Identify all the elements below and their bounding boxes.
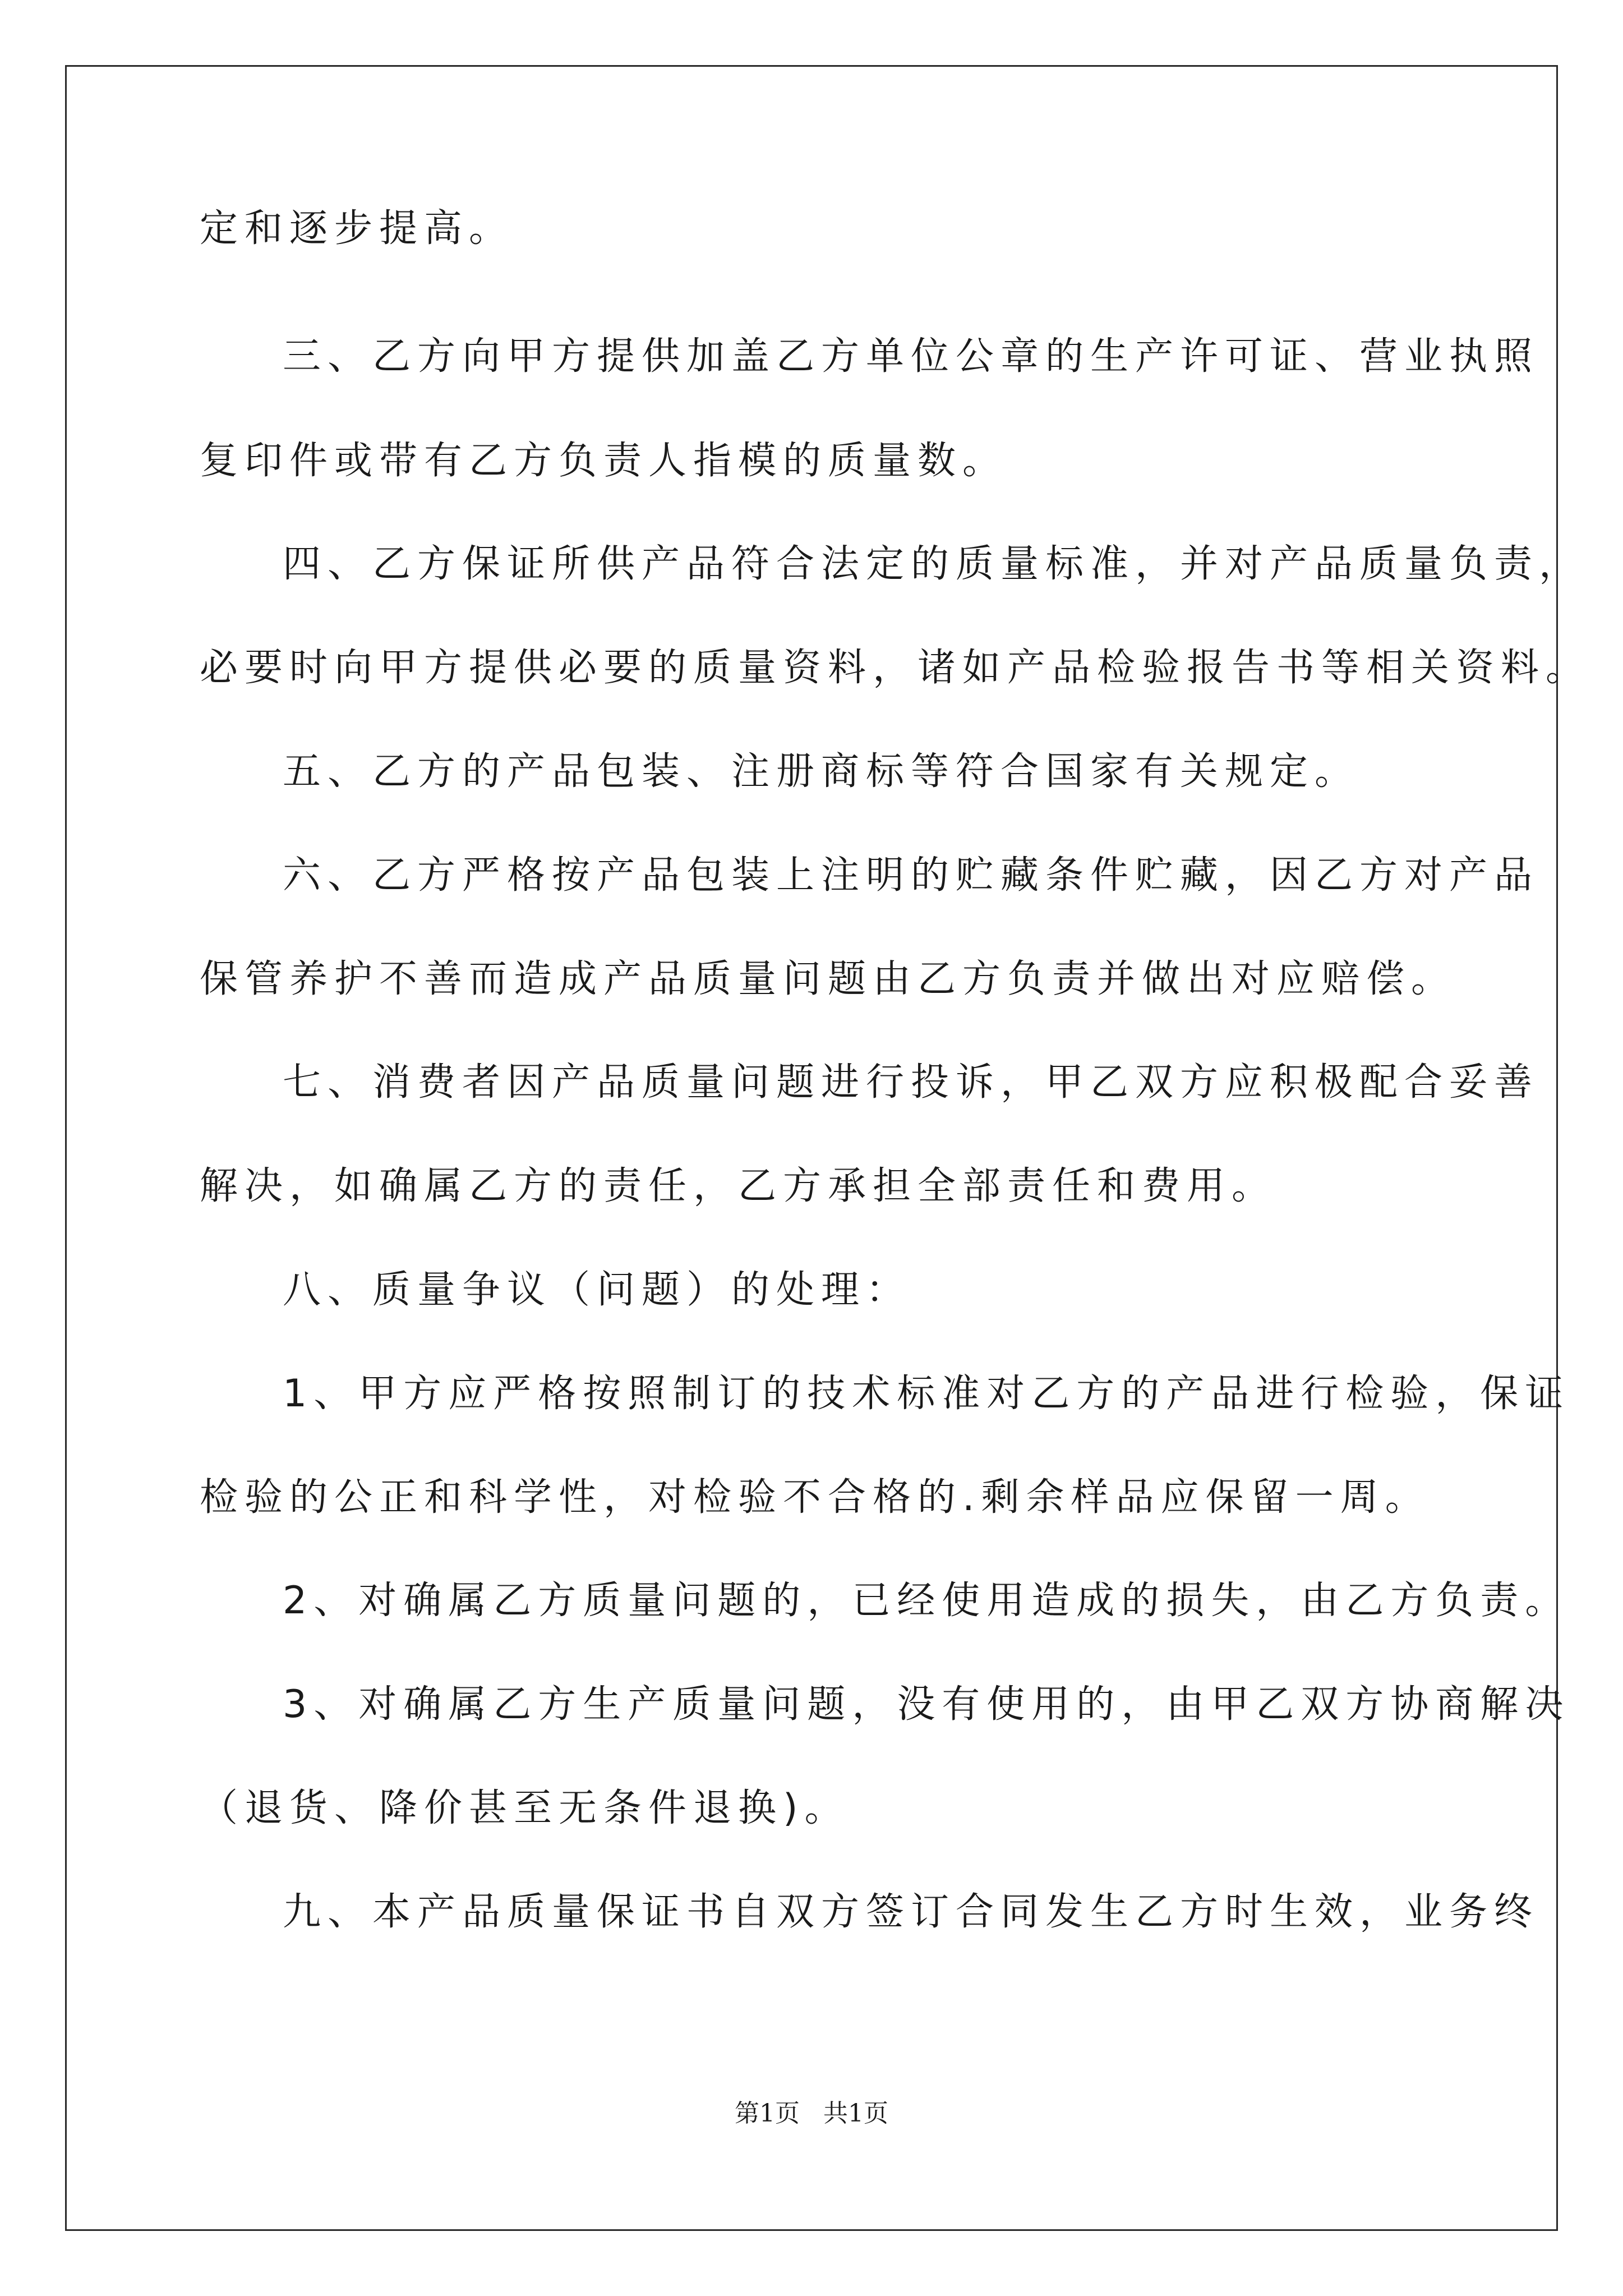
text-line: 检验的公正和科学性，对检验不合格的.剩余样品应保留一周。 — [200, 1475, 1430, 1520]
text-line: 定和逐步提高。 — [200, 206, 514, 251]
text-line: 解决，如确属乙方的责任，乙方承担全部责任和费用。 — [200, 1164, 1277, 1208]
text-line: 1、甲方应严格按照制订的技术标准对乙方的产品进行检验，保证 — [283, 1372, 1570, 1416]
text-line: 四、乙方保证所供产品符合法定的质量标准，并对产品质量负责， — [283, 542, 1584, 586]
text-line: 保管养护不善而造成产品质量问题由乙方负责并做出对应赔偿。 — [200, 957, 1456, 1001]
text-line: 六、乙方严格按产品包装上注明的贮藏条件贮藏，因乙方对产品 — [283, 853, 1539, 898]
page-number-footer: 第1页 共1页 — [735, 2099, 888, 2128]
text-line: （退货、降价甚至无条件退换)。 — [200, 1786, 850, 1830]
text-line: 复印件或带有乙方负责人指模的质量数。 — [200, 439, 1008, 483]
text-line: 三、乙方向甲方提供加盖乙方单位公章的生产许可证、营业执照 — [283, 334, 1539, 379]
text-line: 八、质量争议（问题）的处理： — [283, 1268, 911, 1312]
text-line: 九、本产品质量保证书自双方签订合同发生乙方时生效，业务终 — [283, 1890, 1539, 1934]
text-line: 五、乙方的产品包装、注册商标等符合国家有关规定。 — [283, 749, 1360, 794]
text-line: 3、对确属乙方生产质量问题，没有使用的，由甲乙双方协商解决 — [283, 1682, 1570, 1727]
text-line: 必要时向甲方提供必要的质量资料，诸如产品检验报告书等相关资料。 — [200, 646, 1591, 690]
text-line: 2、对确属乙方质量问题的，已经使用造成的损失，由乙方负责。 — [283, 1579, 1570, 1623]
text-line: 七、消费者因产品质量问题进行投诉，甲乙双方应积极配合妥善 — [283, 1060, 1539, 1105]
